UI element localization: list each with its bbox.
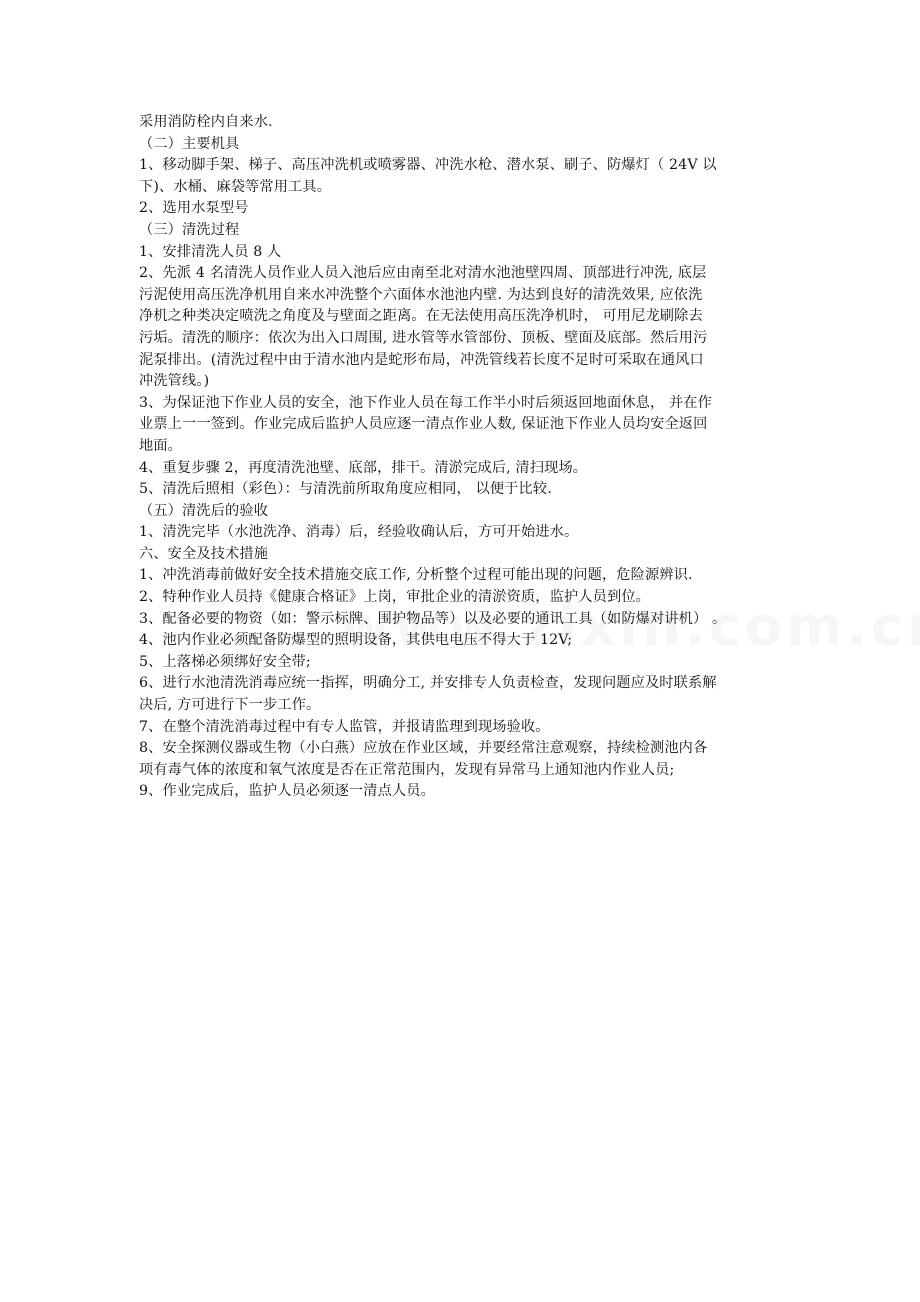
text-line: 3、配备必要的物资（如：警示标牌、围护物品等）以及必要的通讯工具（如防爆对讲机） 。	[139, 610, 727, 627]
text-line: 9、作业完成后，监护人员必须逐一清点人员。	[139, 783, 435, 800]
text-line: 决后, 方可进行下一步工作。	[139, 697, 321, 714]
section-heading: （二）主要机具	[139, 135, 240, 152]
text-line: 污垢。清洗的顺序：依次为出入口周围, 进水管等水管部份、顶板、壁面及底部。然后用污	[139, 329, 708, 346]
text-line: 4、池内作业必须配备防爆型的照明设备，其供电电压不得大于 12V;	[139, 632, 573, 649]
text-line: 6、进行水池清洗消毒应统一指挥，明确分工, 并安排专人负责检查，发现问题应及时联系解	[139, 675, 717, 692]
section-heading: （三）清洗过程	[139, 221, 240, 238]
text-line: 地面。	[139, 437, 183, 454]
text-line: 2、特种作业人员持《健康合格证》上岗，审批企业的清淤资质，监护人员到位。	[139, 589, 650, 606]
text-line: 3、为保证池下作业人员的安全，池下作业人员在每工作半小时后须返回地面休息， 并在作	[139, 394, 713, 411]
text-line: 7、在整个清洗消毒过程中有专人监管，并报请监理到现场验收。	[139, 718, 550, 735]
text-line: 1、冲洗消毒前做好安全技术措施交底工作, 分析整个过程可能出现的问题，危险源辨识.	[139, 567, 693, 584]
document-body	[139, 112, 789, 803]
text-line: 8、安全探测仪器或生物（小白燕）应放在作业区域，并要经常注意观察，持续检测池内各	[139, 740, 708, 757]
text-line: 5、清洗后照相（彩色）：与清洗前所取角度应相同， 以便于比较.	[139, 481, 552, 498]
text-line: 冲洗管线。)	[139, 373, 210, 390]
text-line: 净机之种类决定喷洗之角度及与壁面之距离。在无法使用高压洗净机时， 可用尼龙刷除去	[139, 308, 703, 325]
text-line: 2、选用水泵型号	[139, 200, 249, 217]
section-heading: 六、安全及技术措施	[139, 545, 269, 562]
text-line: 1、安排清洗人员 8 人	[139, 243, 282, 260]
text-line: 泥泵排出。(清洗过程中由于清水池内是蛇形布局，冲洗管线若长度不足时可采取在通风口	[139, 351, 704, 368]
text-line: 下)、水桶、麻袋等常用工具。	[139, 178, 332, 195]
text-line: 采用消防栓内自来水.	[139, 114, 273, 130]
text-line: 2、先派 4 名清洗人员作业人员入池后应由南至北对清水池池壁四周、顶部进行冲洗, 底层	[139, 265, 707, 282]
text-line: 项有毒气体的浓度和氧气浓度是否在正常范围内，发现有异常马上通知池内作业人员;	[139, 761, 675, 778]
section-heading: （五）清洗后的验收	[139, 502, 269, 519]
text-line: 污泥使用高压洗净机用自来水冲洗整个六面体水池池内壁. 为达到良好的清洗效果, 应依洗	[139, 286, 703, 303]
text-line: 5、上落梯必须绑好安全带;	[139, 653, 311, 670]
text-line: 业票上一一签到。作业完成后监护人员应逐一清点作业人数, 保证池下作业人员均安全返回	[139, 416, 708, 433]
text-line: 1、移动脚手架、梯子、高压冲洗机或喷雾器、冲洗水枪、潜水泵、刷子、防爆灯（ 24V 以	[139, 157, 717, 174]
text-line: 1、清洗完毕（水池洗净、消毒）后，经验收确认后，方可开始进水。	[139, 524, 579, 541]
text-line: 4、重复步骤 2，再度清洗池壁、底部，排干。清淤完成后, 清扫现场。	[139, 459, 588, 476]
